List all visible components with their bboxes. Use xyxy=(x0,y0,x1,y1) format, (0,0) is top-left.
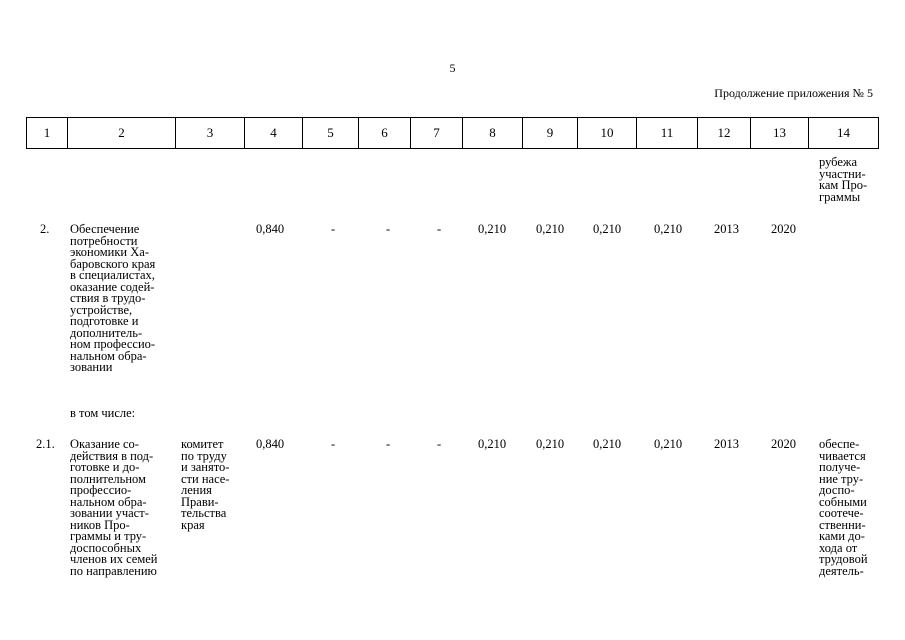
total-amount: 0,840 xyxy=(256,222,285,236)
col11-value: 0,210 xyxy=(654,222,683,236)
header-col-3: 3 xyxy=(176,118,245,149)
col8-value: 0,210 xyxy=(478,437,507,451)
expected-result: обеспе- чивается получе- ние тру- доспо- собными соотече- ственни- ками до- хода от трудовой деятель- xyxy=(819,437,868,578)
col6-value: - xyxy=(386,222,391,236)
header-col-6: 6 xyxy=(359,118,411,149)
col7-value: - xyxy=(437,222,442,236)
header-row xyxy=(27,118,879,149)
start-year: 2013 xyxy=(714,437,739,451)
col6-value: - xyxy=(386,437,391,451)
activity-name: Обеспечение потребности экономики Ха- баровского края в специалистах, оказание содей- ствия в трудо- устройстве, подготовке и дополнитель- ном профессио- нальном обра- зовании xyxy=(70,222,156,374)
header-col-13: 13 xyxy=(751,118,809,149)
total-amount: 0,840 xyxy=(256,437,285,451)
col11-value: 0,210 xyxy=(654,437,683,451)
header-col-2: 2 xyxy=(68,118,176,149)
col5-value: - xyxy=(331,222,336,236)
header-col-4: 4 xyxy=(245,118,303,149)
header-col-8: 8 xyxy=(463,118,523,149)
header-col-14: 14 xyxy=(809,118,879,149)
col5-value: - xyxy=(331,437,336,451)
header-col-5: 5 xyxy=(303,118,359,149)
activity-name: Оказание со- действия в под- готовке и до- полнительном профессио- нальном обра- зовании участ- ников Про- граммы и тру- доспособных членов их семей по направлению xyxy=(70,437,158,578)
col10-value: 0,210 xyxy=(593,437,622,451)
header-col-1: 1 xyxy=(27,118,68,149)
carryover-result: рубежа участни- кам Про- граммы xyxy=(819,155,868,204)
continuation-label: Продолжение приложения № 5 xyxy=(714,86,873,100)
table-header xyxy=(26,117,879,149)
page-number: 5 xyxy=(449,61,456,75)
col8-value: 0,210 xyxy=(478,222,507,236)
including-label: в том числе: xyxy=(70,406,136,420)
header-col-10: 10 xyxy=(578,118,637,149)
col9-value: 0,210 xyxy=(536,222,565,236)
header-col-12: 12 xyxy=(698,118,751,149)
header-col-7: 7 xyxy=(411,118,463,149)
row-number: 2. xyxy=(40,222,50,236)
header-col-11: 11 xyxy=(637,118,698,149)
row-number: 2.1. xyxy=(36,437,55,451)
end-year: 2020 xyxy=(771,437,796,451)
start-year: 2013 xyxy=(714,222,739,236)
header-col-9: 9 xyxy=(523,118,578,149)
executor: комитет по труду и занято- сти насе- ления Прави- тельства края xyxy=(181,437,230,532)
end-year: 2020 xyxy=(771,222,796,236)
col9-value: 0,210 xyxy=(536,437,565,451)
col10-value: 0,210 xyxy=(593,222,622,236)
col7-value: - xyxy=(437,437,442,451)
